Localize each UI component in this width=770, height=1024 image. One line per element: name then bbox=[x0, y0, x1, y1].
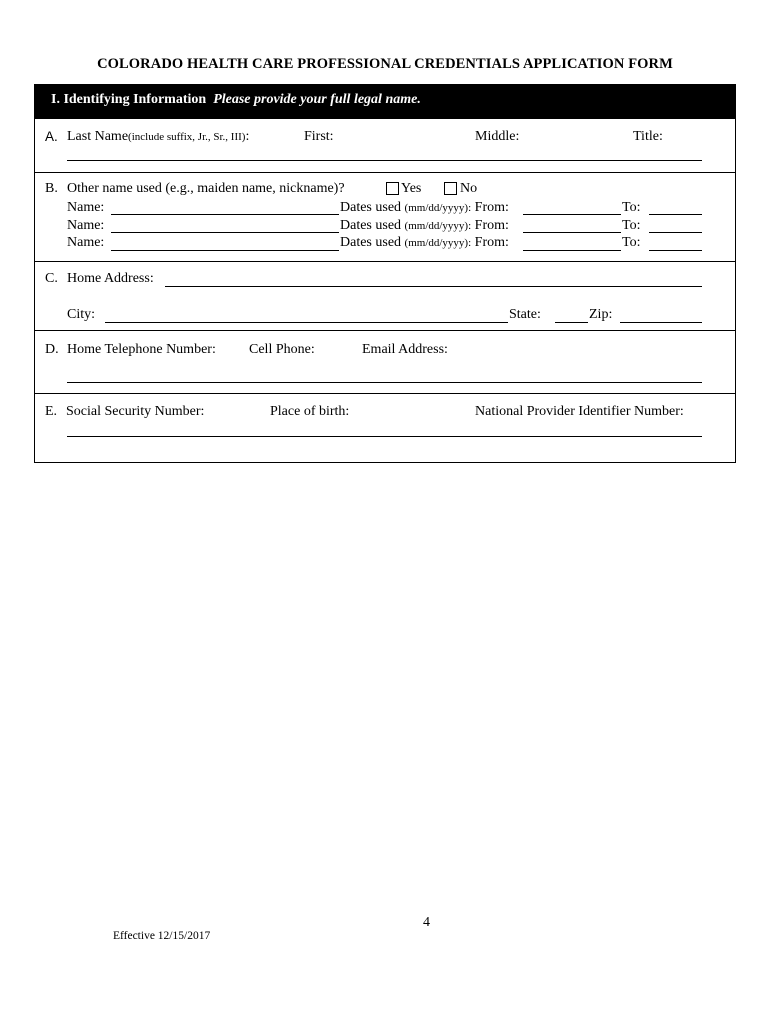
effective-date: Effective 12/15/2017 bbox=[113, 930, 211, 942]
from-label: From: bbox=[474, 235, 509, 250]
to-label: To: bbox=[622, 218, 641, 233]
no-label: No bbox=[460, 181, 478, 196]
date-format-hint: (mm/dd/yyyy): bbox=[404, 220, 472, 232]
last-name-hint: (include suffix, Jr., Sr., III) bbox=[128, 131, 246, 143]
dates-used-label: Dates used bbox=[340, 218, 402, 233]
state-label: State: bbox=[509, 307, 541, 322]
section-divider bbox=[35, 330, 735, 331]
contact-input-line[interactable] bbox=[67, 382, 702, 383]
city-input[interactable] bbox=[105, 322, 508, 323]
cell-phone-label: Cell Phone: bbox=[249, 342, 315, 357]
last-name-colon: : bbox=[245, 129, 250, 144]
ssn-label: Social Security Number: bbox=[66, 404, 205, 419]
other-name-input[interactable] bbox=[111, 250, 339, 251]
first-name-label: First: bbox=[304, 129, 334, 144]
last-name-label: Last Name bbox=[67, 129, 129, 144]
section-heading: I. Identifying Information bbox=[51, 92, 207, 107]
page-number: 4 bbox=[423, 915, 430, 930]
section-header bbox=[35, 85, 735, 119]
date-format-hint: (mm/dd/yyyy): bbox=[404, 202, 472, 214]
from-date-input[interactable] bbox=[523, 232, 621, 233]
section-e-letter: E. bbox=[45, 404, 58, 419]
dates-used-label: Dates used bbox=[340, 235, 402, 250]
form-title: COLORADO HEALTH CARE PROFESSIONAL CREDENTIALS APPLICATION FORM bbox=[97, 56, 673, 72]
to-label: To: bbox=[622, 235, 641, 250]
to-label: To: bbox=[622, 200, 641, 215]
dates-used-label: Dates used bbox=[340, 200, 402, 215]
section-c-letter: C. bbox=[45, 271, 58, 286]
middle-name-label: Middle: bbox=[475, 129, 520, 144]
to-date-input[interactable] bbox=[649, 232, 702, 233]
section-divider bbox=[35, 393, 735, 394]
section-divider bbox=[35, 261, 735, 262]
other-name-label: Name: bbox=[67, 235, 105, 250]
from-label: From: bbox=[474, 200, 509, 215]
other-name-label: Name: bbox=[67, 218, 105, 233]
other-name-question: Other name used (e.g., maiden name, nickname)? bbox=[67, 181, 345, 196]
title-label: Title: bbox=[633, 129, 663, 144]
to-date-input[interactable] bbox=[649, 250, 702, 251]
yes-label: Yes bbox=[401, 181, 422, 196]
identifier-input-line[interactable] bbox=[67, 436, 702, 437]
yes-checkbox[interactable] bbox=[386, 182, 399, 195]
home-address-input[interactable] bbox=[165, 286, 702, 287]
other-name-label: Name: bbox=[67, 200, 105, 215]
from-label: From: bbox=[474, 218, 509, 233]
home-address-label: Home Address: bbox=[67, 271, 154, 286]
name-input-line[interactable] bbox=[67, 160, 702, 161]
from-date-input[interactable] bbox=[523, 250, 621, 251]
section-divider bbox=[35, 172, 735, 173]
home-phone-label: Home Telephone Number: bbox=[67, 342, 216, 357]
city-label: City: bbox=[67, 307, 96, 322]
section-instruction: Please provide your full legal name. bbox=[213, 92, 421, 107]
birthplace-label: Place of birth: bbox=[270, 404, 350, 419]
other-name-input[interactable] bbox=[111, 214, 339, 215]
section-a-letter: A. bbox=[45, 129, 58, 144]
to-date-input[interactable] bbox=[649, 214, 702, 215]
section-d-letter: D. bbox=[45, 342, 59, 357]
email-label: Email Address: bbox=[362, 342, 448, 357]
section-b-letter: B. bbox=[45, 181, 58, 196]
date-format-hint: (mm/dd/yyyy): bbox=[404, 237, 472, 249]
from-date-input[interactable] bbox=[523, 214, 621, 215]
zip-label: Zip: bbox=[589, 307, 613, 322]
zip-input[interactable] bbox=[620, 322, 702, 323]
npi-label: National Provider Identifier Number: bbox=[475, 404, 684, 419]
state-input[interactable] bbox=[555, 322, 588, 323]
no-checkbox[interactable] bbox=[444, 182, 457, 195]
other-name-input[interactable] bbox=[111, 232, 339, 233]
